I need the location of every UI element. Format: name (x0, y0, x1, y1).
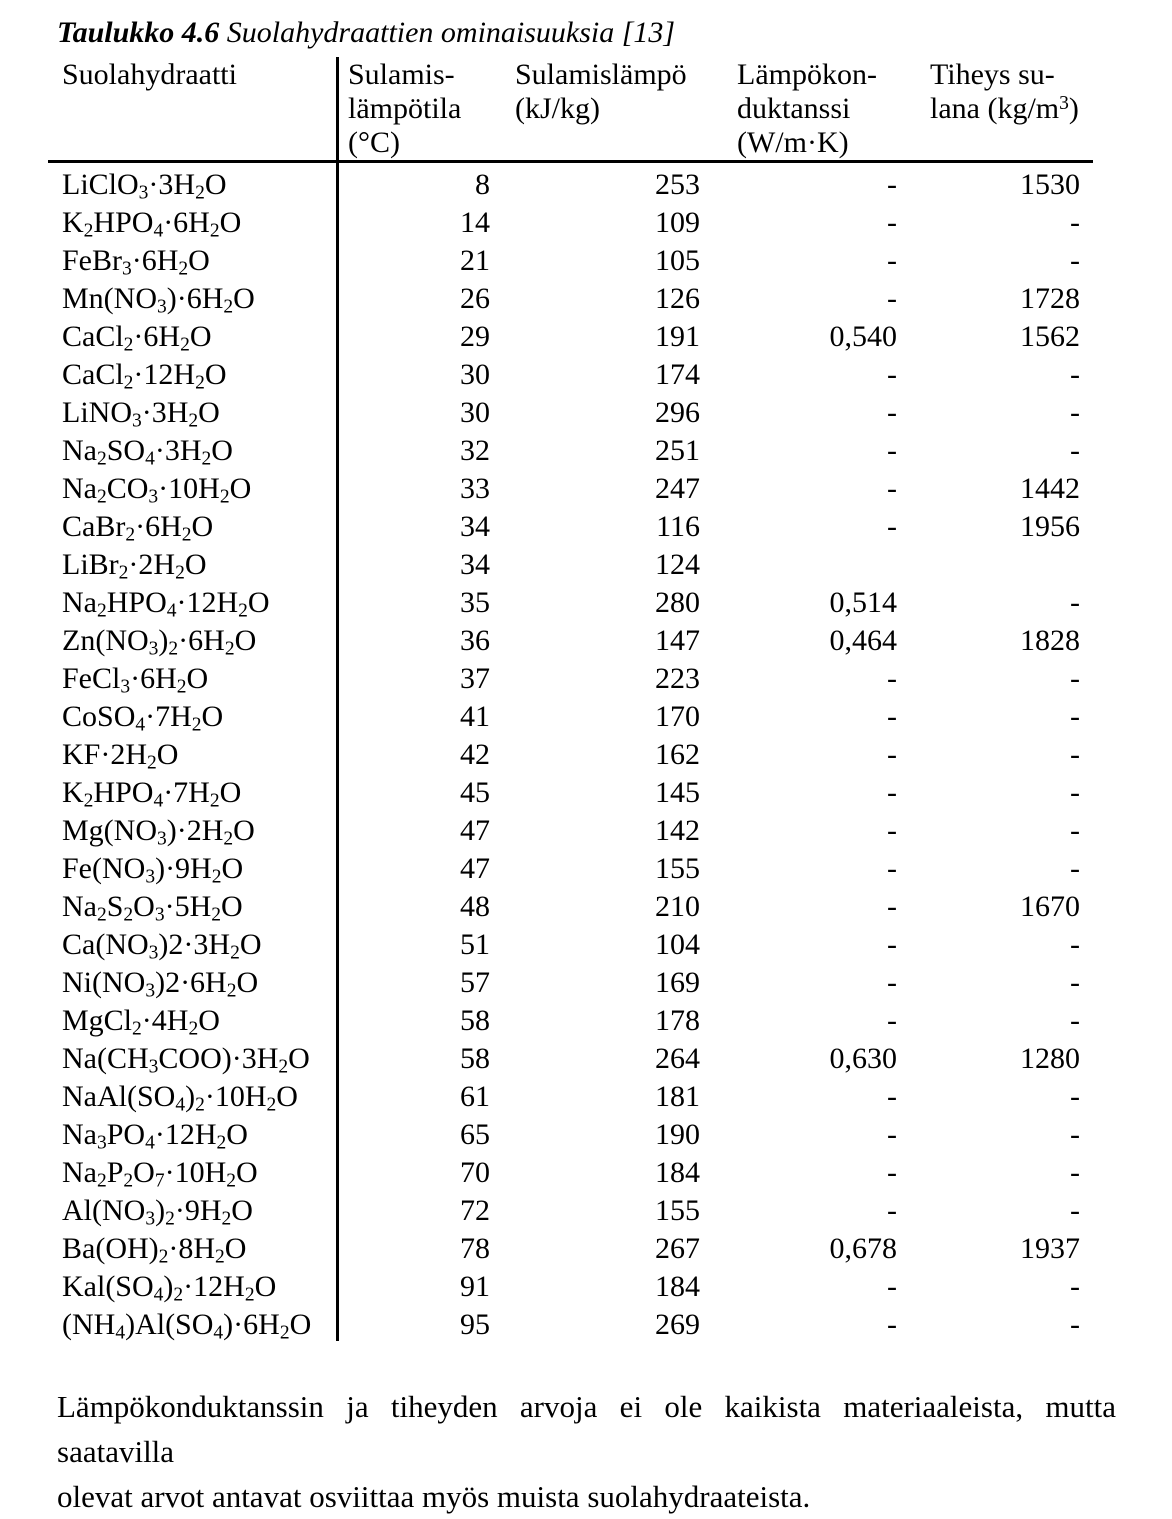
formula-cell: $CoSO_4\cdot 7H_2O$ (62, 700, 224, 736)
table-row (48, 508, 1093, 546)
value-cell (700, 546, 897, 584)
table-row (48, 1306, 1093, 1344)
table-row (48, 356, 1093, 394)
value-cell: - (1070, 396, 1080, 429)
table-row (48, 1268, 1093, 1306)
value-cell: 48 (460, 890, 490, 923)
value-cell: - (887, 1156, 897, 1189)
value-cell: - (1070, 1156, 1080, 1189)
column-header-melting-temperature: Sulamis- lämpötila (°C) (348, 58, 462, 159)
table-row (48, 204, 1093, 242)
value-cell: 181 (655, 1080, 700, 1113)
value-cell: 1530 (1020, 168, 1080, 201)
value-cell: - (1070, 1270, 1080, 1303)
table-row (48, 698, 1093, 736)
value-cell: 1937 (1020, 1232, 1080, 1265)
value-cell: - (887, 776, 897, 809)
value-cell: 37 (460, 662, 490, 695)
value-cell: - (887, 890, 897, 923)
value-cell: - (887, 510, 897, 543)
value-cell: - (887, 396, 897, 429)
value-cell: - (1070, 852, 1080, 885)
value-cell: 51 (460, 928, 490, 961)
value-cell: 0,514 (829, 586, 897, 619)
value-cell: 190 (655, 1118, 700, 1151)
table-row (48, 850, 1093, 888)
formula-cell: $MgCl_2\cdot 4H_2O$ (62, 1004, 220, 1040)
value-cell: 0,630 (829, 1042, 897, 1075)
formula-cell: $NaAl(SO_4)_2\cdot 10H_2O$ (62, 1080, 298, 1116)
table-row (48, 1002, 1093, 1040)
value-cell: 65 (460, 1118, 490, 1151)
formula-cell: $Ca(NO_3)2\cdot 3H_2O$ (62, 928, 262, 964)
value-cell: 14 (460, 206, 490, 239)
value-cell: 116 (656, 510, 700, 543)
value-cell: - (887, 244, 897, 277)
value-cell: - (1070, 966, 1080, 999)
value-cell: - (1070, 206, 1080, 239)
formula-cell: $Kal(SO_4)_2\cdot 12H_2O$ (62, 1270, 277, 1306)
value-cell: 264 (655, 1042, 700, 1075)
formula-cell: $Na_2CO_3\cdot 10H_2O$ (62, 472, 252, 508)
formula-cell: $Na(CH_3COO)\cdot 3H_2O$ (62, 1042, 310, 1078)
column-header-thermal-conductance: Lämpökon- duktanssi (W/m·K) (737, 58, 877, 159)
value-cell: 174 (655, 358, 700, 391)
value-cell: - (887, 1270, 897, 1303)
value-cell: 95 (460, 1308, 490, 1341)
table-row (48, 546, 1093, 584)
value-cell: 1280 (1020, 1042, 1080, 1075)
value-cell: 47 (460, 852, 490, 885)
formula-cell: $Na_2SO_4\cdot 3H_2O$ (62, 434, 233, 470)
value-cell: 142 (655, 814, 700, 847)
formula-cell: $Ba(OH)_2\cdot 8H_2O$ (62, 1232, 247, 1268)
value-cell: - (887, 928, 897, 961)
formula-cell: $CaBr_2\cdot 6H_2O$ (62, 510, 214, 546)
value-cell: 184 (655, 1270, 700, 1303)
value-cell: - (1070, 434, 1080, 467)
footer-line: olevat arvot antavat osviittaa myös muista suolahydraateista. (57, 1479, 811, 1514)
formula-cell: $K_2HPO_4\cdot 7H_2O$ (62, 776, 242, 812)
value-cell: 170 (655, 700, 700, 733)
value-cell: - (1070, 1308, 1080, 1341)
footer-line: Lämpökonduktanssin ja tiheyden arvoja ei ole kaikista materiaaleista, mutta saatavilla (57, 1389, 1116, 1469)
value-cell: 45 (460, 776, 490, 809)
value-cell: 1728 (1020, 282, 1080, 315)
table-row (48, 736, 1093, 774)
value-cell: 162 (655, 738, 700, 771)
table-caption (57, 16, 675, 50)
value-cell: 78 (460, 1232, 490, 1265)
table-row (48, 318, 1093, 356)
value-cell: 21 (460, 244, 490, 277)
value-cell: 191 (655, 320, 700, 353)
table-row (48, 1116, 1093, 1154)
table-row (48, 1192, 1093, 1230)
value-cell: 104 (655, 928, 700, 961)
value-cell: 247 (655, 472, 700, 505)
value-cell: - (887, 358, 897, 391)
value-cell: - (1070, 244, 1080, 277)
value-cell: 223 (655, 662, 700, 695)
value-cell: 30 (460, 396, 490, 429)
table-caption-number: Taulukko 4.6 (57, 16, 220, 49)
formula-cell: $Na_2S_2O_3\cdot 5H_2O$ (62, 890, 243, 926)
value-cell: - (1070, 1004, 1080, 1037)
value-cell: - (887, 814, 897, 847)
value-cell: 251 (655, 434, 700, 467)
value-cell: 29 (460, 320, 490, 353)
value-cell: 105 (655, 244, 700, 277)
value-cell: 0,540 (829, 320, 897, 353)
column-header-heat-of-fusion: Sulamislämpö (kJ/kg) (515, 58, 687, 125)
value-cell: - (1070, 1118, 1080, 1151)
table-row (48, 1230, 1093, 1268)
table-row (48, 622, 1093, 660)
value-cell: - (887, 852, 897, 885)
table-row (48, 242, 1093, 280)
value-cell: 72 (460, 1194, 490, 1227)
formula-cell: $CaCl_2\cdot 6H_2O$ (62, 320, 212, 356)
value-cell: - (1070, 700, 1080, 733)
header-rule-line (48, 160, 1093, 163)
table-row (48, 584, 1093, 622)
value-cell: 109 (655, 206, 700, 239)
value-cell: - (1070, 358, 1080, 391)
table-row (48, 660, 1093, 698)
table-row (48, 888, 1093, 926)
value-cell: 1956 (1020, 510, 1080, 543)
formula-cell: $Na_2HPO_4\cdot 12H_2O$ (62, 586, 270, 622)
table-row (48, 1040, 1093, 1078)
table-row (48, 1154, 1093, 1192)
value-cell: - (1070, 662, 1080, 695)
value-cell: 41 (460, 700, 490, 733)
value-cell: - (1070, 1194, 1080, 1227)
formula-cell: $Al(NO_3)_2\cdot 9H_2O$ (62, 1194, 253, 1230)
value-cell: 8 (475, 168, 490, 201)
value-cell: 145 (655, 776, 700, 809)
value-cell: 26 (460, 282, 490, 315)
value-cell: - (1070, 928, 1080, 961)
value-cell: 269 (655, 1308, 700, 1341)
formula-cell: $Zn(NO_3)_2\cdot 6H_2O$ (62, 624, 257, 660)
value-cell: 58 (460, 1004, 490, 1037)
formula-cell: $LiBr_2\cdot 2H_2O$ (62, 548, 207, 584)
formula-cell: $Na_2P_2O_7\cdot 10H_2O$ (62, 1156, 258, 1192)
column-header-salt-hydrate: Suolahydraatti (62, 58, 237, 91)
value-cell: 42 (460, 738, 490, 771)
table-row (48, 432, 1093, 470)
value-cell: - (1070, 814, 1080, 847)
formula-cell: $Mn(NO_3)\cdot 6H_2O$ (62, 282, 255, 318)
value-cell: - (887, 168, 897, 201)
value-cell: 70 (460, 1156, 490, 1189)
table-header (48, 58, 1093, 160)
formula-cell: $FeCl_3\cdot 6H_2O$ (62, 662, 209, 698)
value-cell: 126 (655, 282, 700, 315)
value-cell: 1562 (1020, 320, 1080, 353)
table-caption-text: Suolahydraattien ominaisuuksia [13] (226, 16, 676, 49)
value-cell: - (887, 282, 897, 315)
value-cell: 0,678 (829, 1232, 897, 1265)
table-row (48, 394, 1093, 432)
value-cell: 1670 (1020, 890, 1080, 923)
value-cell: 267 (655, 1232, 700, 1265)
value-cell: 47 (460, 814, 490, 847)
formula-cell: $LiClO_3\cdot 3H_2O$ (62, 168, 227, 204)
value-cell: 36 (460, 624, 490, 657)
table-row (48, 280, 1093, 318)
value-cell: - (887, 1118, 897, 1151)
formula-cell: $Mg(NO_3)\cdot 2H_2O$ (62, 814, 255, 850)
value-cell: 155 (655, 852, 700, 885)
value-cell: 296 (655, 396, 700, 429)
table-row (48, 774, 1093, 812)
value-cell: - (887, 434, 897, 467)
formula-cell: $LiNO_3\cdot 3H_2O$ (62, 396, 220, 432)
value-cell: 34 (460, 510, 490, 543)
value-cell: - (887, 738, 897, 771)
value-cell: - (887, 1194, 897, 1227)
value-cell: 34 (460, 548, 490, 581)
value-cell: 33 (460, 472, 490, 505)
value-cell: - (1070, 586, 1080, 619)
value-cell: - (1070, 1080, 1080, 1113)
value-cell: 58 (460, 1042, 490, 1075)
value-cell: 32 (460, 434, 490, 467)
formula-cell: $FeBr_3\cdot 6H_2O$ (62, 244, 210, 280)
formula-cell: $Fe(NO_3)\cdot 9H_2O$ (62, 852, 244, 888)
formula-cell: $Ni(NO_3)2\cdot 6H_2O$ (62, 966, 259, 1002)
value-cell: - (887, 472, 897, 505)
value-cell: 124 (655, 548, 700, 581)
value-cell: 0,464 (829, 624, 897, 657)
value-cell: 184 (655, 1156, 700, 1189)
formula-cell: $K_2HPO_4\cdot 6H_2O$ (62, 206, 242, 242)
value-cell: 57 (460, 966, 490, 999)
value-cell: 61 (460, 1080, 490, 1113)
column-header-density-molten: Tiheys su- lana $(kg/m^3)$ (930, 58, 1079, 125)
table-row (48, 166, 1093, 204)
value-cell: - (887, 662, 897, 695)
value-cell: 30 (460, 358, 490, 391)
value-cell (897, 546, 1093, 584)
value-cell: 1442 (1020, 472, 1080, 505)
table-row (48, 812, 1093, 850)
value-cell: 210 (655, 890, 700, 923)
value-cell: 147 (655, 624, 700, 657)
value-cell: - (887, 1080, 897, 1113)
value-cell: - (1070, 776, 1080, 809)
value-cell: 280 (655, 586, 700, 619)
formula-cell: $CaCl_2\cdot 12H_2O$ (62, 358, 227, 394)
table-row (48, 1078, 1093, 1116)
table-body (48, 166, 1093, 1344)
value-cell: 169 (655, 966, 700, 999)
value-cell: - (887, 1004, 897, 1037)
value-cell: 91 (460, 1270, 490, 1303)
value-cell: - (1070, 738, 1080, 771)
value-cell: - (887, 1308, 897, 1341)
formula-cell: $(NH_4)Al(SO_4)\cdot 6H_2O$ (62, 1308, 312, 1344)
formula-cell: $Na_3PO_4\cdot 12H_2O$ (62, 1118, 248, 1154)
value-cell: 1828 (1020, 624, 1080, 657)
value-cell: - (887, 700, 897, 733)
value-cell: 178 (655, 1004, 700, 1037)
table-row (48, 470, 1093, 508)
value-cell: 35 (460, 586, 490, 619)
value-cell: 253 (655, 168, 700, 201)
table-row (48, 964, 1093, 1002)
footer-note (57, 1384, 1116, 1519)
table-row (48, 926, 1093, 964)
value-cell: - (887, 206, 897, 239)
value-cell: - (887, 966, 897, 999)
formula-cell: $KF\cdot 2H_2O$ (62, 738, 179, 774)
value-cell: 155 (655, 1194, 700, 1227)
